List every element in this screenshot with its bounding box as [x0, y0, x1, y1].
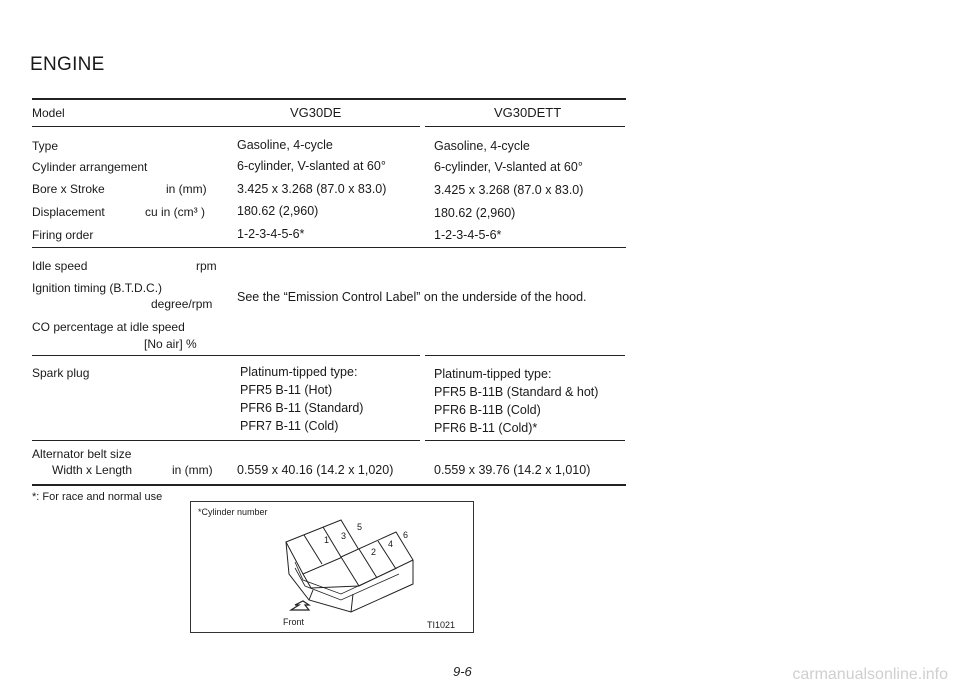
row-cylinder-vg30de: 6-cylinder, V-slanted at 60°	[237, 159, 386, 173]
engine-block-drawing	[191, 502, 473, 632]
row-displacement-vg30de: 180.62 (2,960)	[237, 204, 319, 218]
figure-caption: *Cylinder number	[198, 507, 268, 517]
row-displacement-unit: cu in (cm³ )	[145, 205, 205, 219]
cylinder-label-5: 5	[357, 522, 363, 532]
row-bore-unit: in (mm)	[166, 182, 207, 196]
model-label: Model	[32, 106, 65, 120]
row-firing-vg30de: 1-2-3-4-5-6*	[237, 227, 305, 241]
row-bore-vg30de: 3.425 x 3.268 (87.0 x 83.0)	[237, 182, 387, 196]
block3-rule-left	[32, 440, 420, 441]
row-bore-label: Bore x Stroke	[32, 182, 105, 196]
row-type-vg30de: Gasoline, 4-cycle	[237, 138, 333, 152]
row-idle-unit: rpm	[196, 259, 217, 273]
cylinder-label-4: 4	[388, 539, 394, 549]
row-idle-label: Idle speed	[32, 259, 88, 273]
table-bottom-rule	[32, 484, 626, 486]
column-header-vg30dett: VG30DETT	[494, 105, 562, 120]
row-spark-vg30de-4: PFR7 B-11 (Cold)	[240, 419, 339, 433]
row-cylinder-vg30dett: 6-cylinder, V-slanted at 60°	[434, 160, 583, 174]
cylinder-figure	[190, 501, 474, 633]
row-belt-vg30de: 0.559 x 40.16 (14.2 x 1,020)	[237, 463, 394, 477]
row-spark-vg30de-2: PFR5 B-11 (Hot)	[240, 383, 333, 397]
row-belt-label: Alternator belt size	[32, 447, 132, 461]
row-spark-vg30de-3: PFR6 B-11 (Standard)	[240, 401, 364, 415]
block1-rule	[32, 247, 626, 248]
row-belt-unit: in (mm)	[172, 463, 213, 477]
row-firing-label: Firing order	[32, 228, 94, 242]
row-belt-sublabel: Width x Length	[52, 463, 133, 477]
row-belt-vg30dett: 0.559 x 39.76 (14.2 x 1,010)	[434, 463, 591, 477]
page-title: ENGINE	[30, 54, 105, 75]
row-displacement-label: Displacement	[32, 205, 105, 219]
row-spark-vg30de-1: Platinum-tipped type:	[240, 365, 358, 379]
row-displacement-vg30dett: 180.62 (2,960)	[434, 206, 516, 220]
cylinder-label-2: 2	[371, 547, 377, 557]
figure-id: TI1021	[427, 620, 456, 630]
row-spark-label: Spark plug	[32, 366, 90, 380]
header-rule-left	[32, 126, 420, 127]
table-top-rule	[32, 98, 626, 100]
row-co-unit: [No air] %	[144, 337, 197, 351]
row-type-vg30dett: Gasoline, 4-cycle	[434, 139, 530, 153]
column-header-vg30de: VG30DE	[290, 105, 342, 120]
block3-rule-right	[425, 440, 625, 441]
watermark: carmanualsonline.info	[792, 666, 948, 683]
row-spark-vg30dett-1: Platinum-tipped type:	[434, 367, 552, 381]
front-label: Front	[283, 617, 305, 627]
row-co-label: CO percentage at idle speed	[32, 320, 185, 334]
row-type-label: Type	[32, 139, 59, 153]
row-spark-vg30dett-2: PFR5 B-11B (Standard & hot)	[434, 385, 599, 399]
cylinder-label-6: 6	[403, 530, 409, 540]
page-number: 9-6	[453, 664, 472, 679]
footnote: *: For race and normal use	[32, 491, 163, 503]
row-firing-vg30dett: 1-2-3-4-5-6*	[434, 228, 502, 242]
block2-rule-right	[425, 355, 625, 356]
block2-rule-left	[32, 355, 420, 356]
cylinder-label-1: 1	[324, 535, 330, 545]
row-spark-vg30dett-4: PFR6 B-11 (Cold)*	[434, 421, 538, 435]
row-cylinder-label: Cylinder arrangement	[32, 160, 148, 174]
row-ignition-unit: degree/rpm	[151, 297, 213, 311]
row-spark-vg30dett-3: PFR6 B-11B (Cold)	[434, 403, 541, 417]
emission-label-note: See the “Emission Control Label” on the underside of the hood.	[237, 290, 587, 304]
header-rule-right	[425, 126, 625, 127]
row-ignition-label: Ignition timing (B.T.D.C.)	[32, 281, 163, 295]
cylinder-label-3: 3	[341, 531, 347, 541]
row-bore-vg30dett: 3.425 x 3.268 (87.0 x 83.0)	[434, 183, 584, 197]
